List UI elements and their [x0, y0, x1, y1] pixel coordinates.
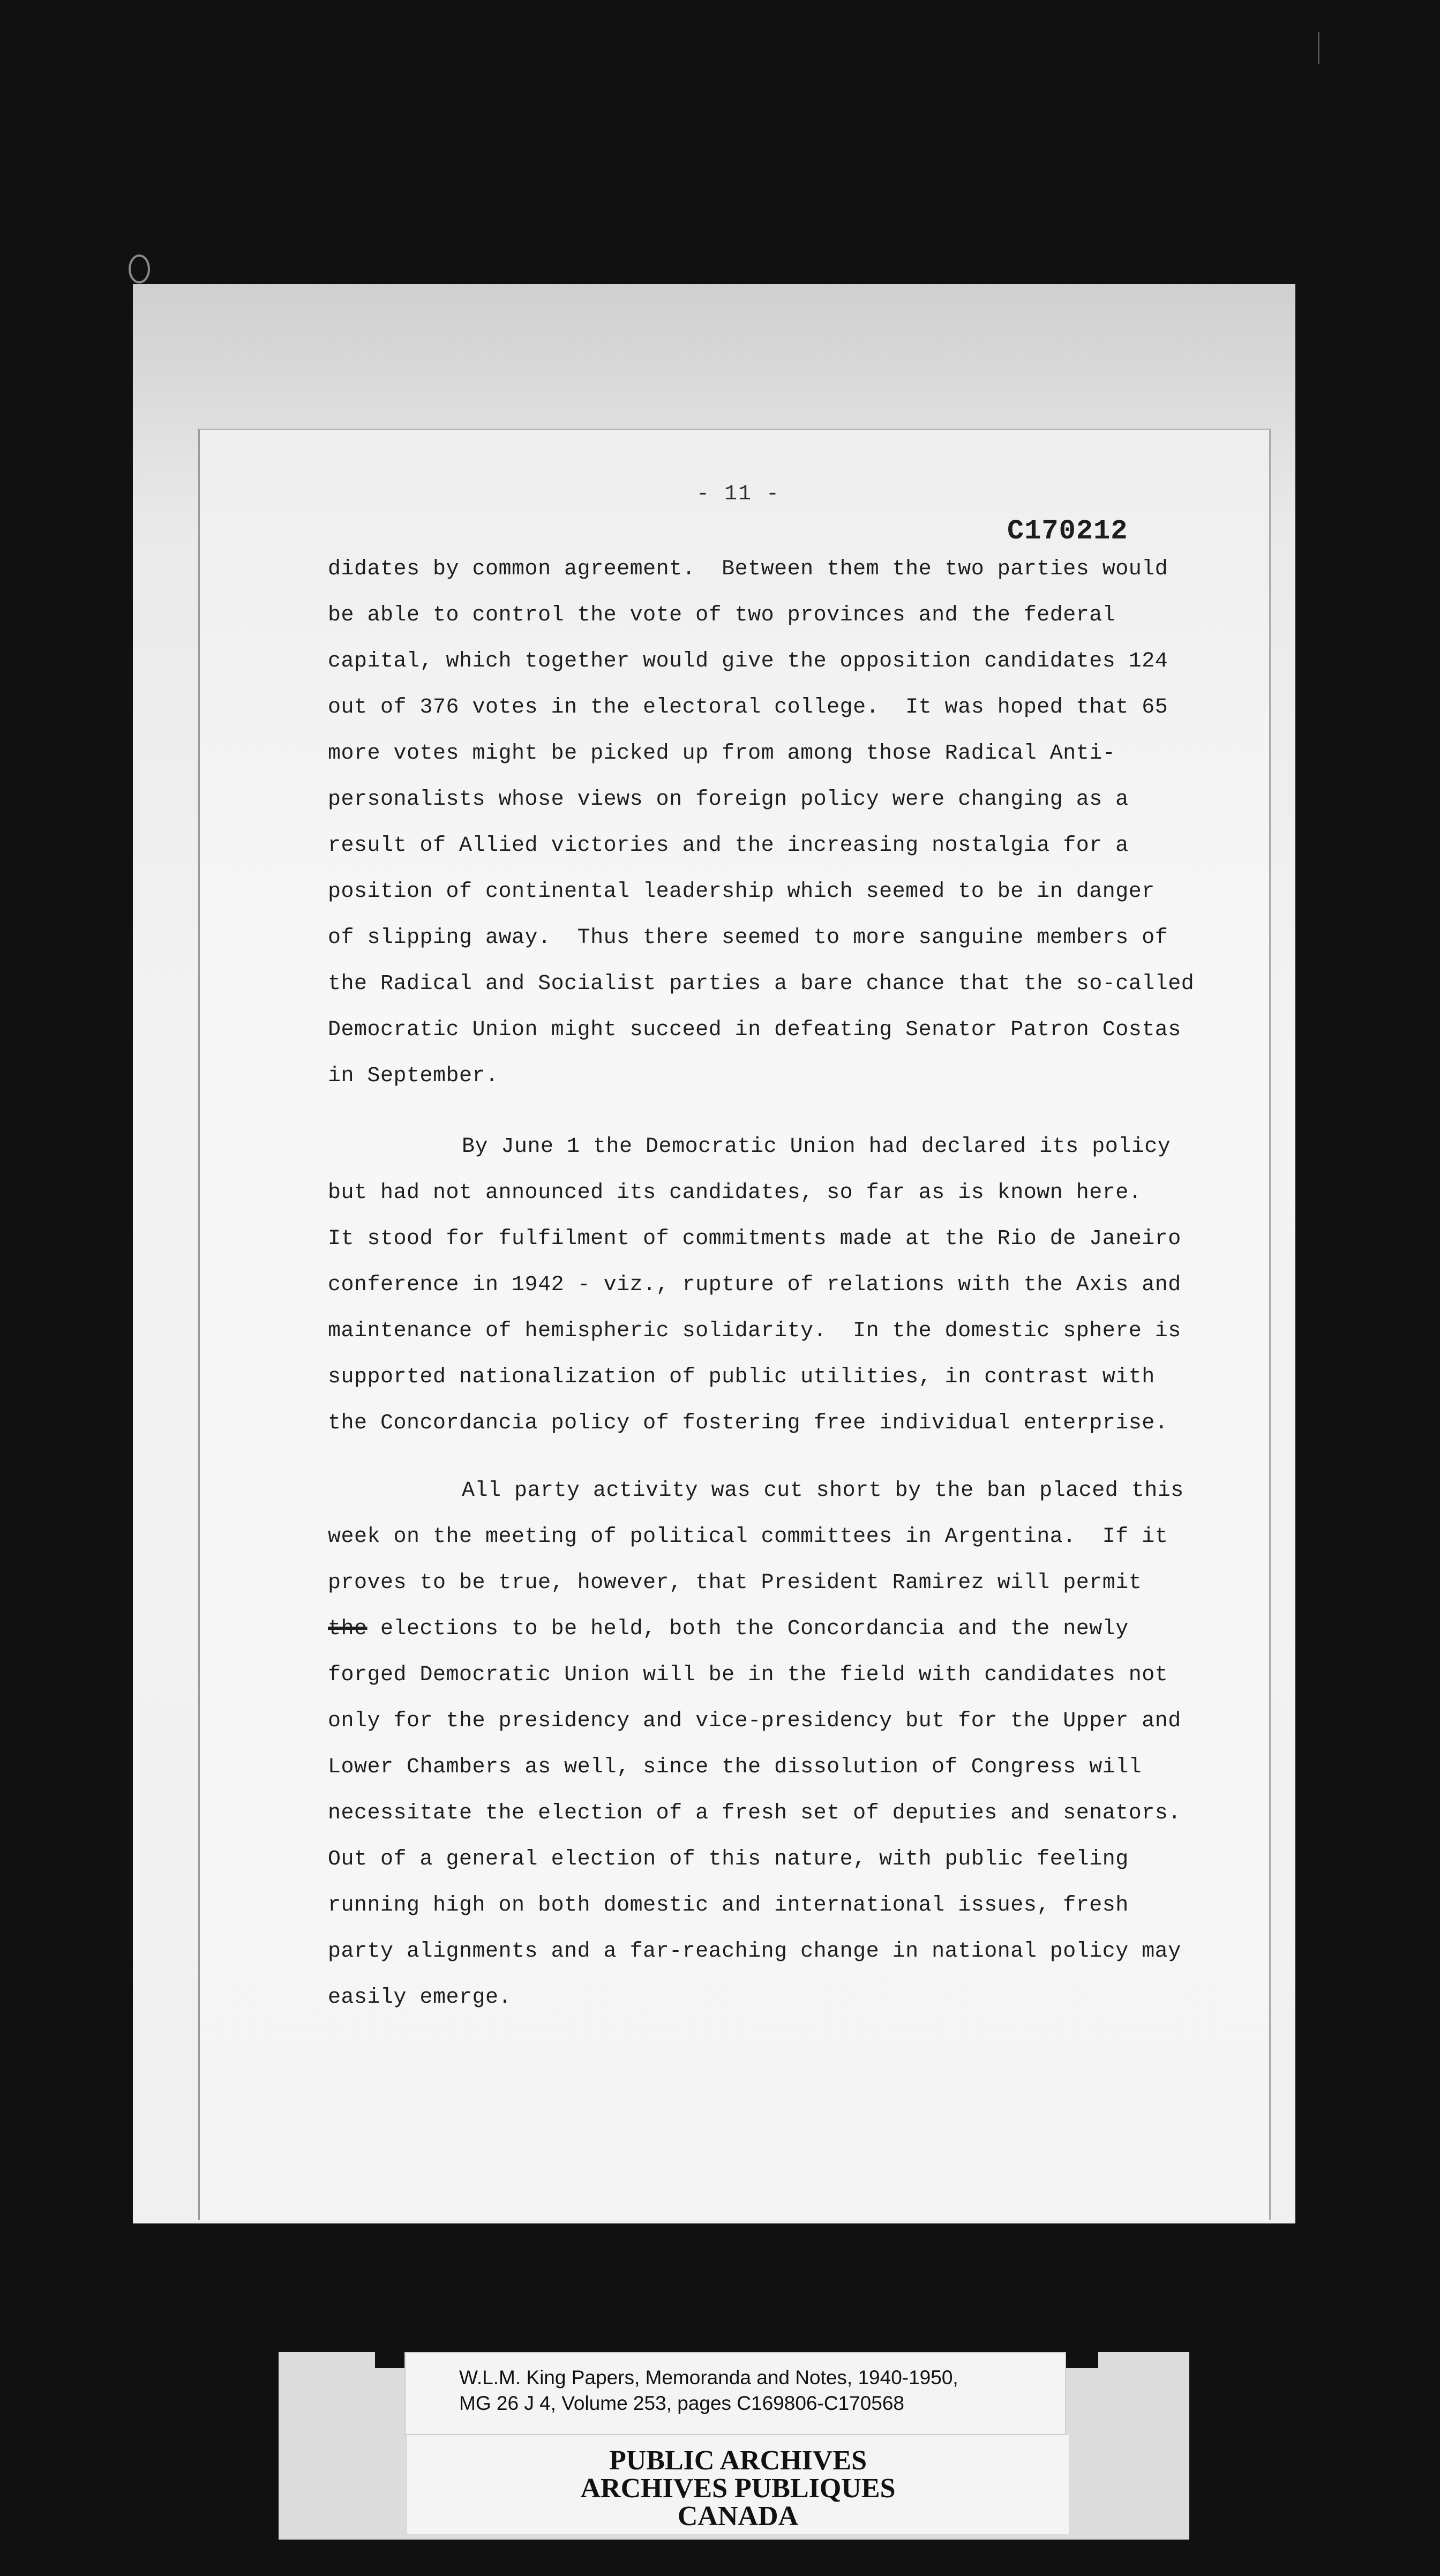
archives-line-2: ARCHIVES PUBLIQUES — [580, 2473, 896, 2504]
text-line: proves to be true, however, that President Ramirez will permit — [328, 1571, 1142, 1595]
text-line: of slipping away. Thus there seemed to more sanguine members of — [328, 926, 1168, 950]
text-line: forged Democratic Union will be in the field with candidates not — [328, 1663, 1168, 1687]
document-id-stamp: C170212 — [1007, 515, 1128, 547]
text-line: week on the meeting of political committees in Argentina. If it — [328, 1525, 1168, 1549]
label-tab-left — [279, 2352, 375, 2411]
text-line: out of 376 votes in the electoral college. It was hoped that 65 — [328, 695, 1168, 720]
text-line-with-strikeout — [328, 1606, 1239, 1652]
paragraph-2 — [328, 1124, 1239, 1447]
text-line: conference in 1942 - viz., rupture of relations with the Axis and — [328, 1273, 1181, 1297]
citation-line-2: MG 26 J 4, Volume 253, pages C169806-C170568 — [459, 2392, 905, 2414]
paragraph-3 — [328, 1468, 1239, 2021]
text-line: Democratic Union might succeed in defeating Senator Patron Costas — [328, 1018, 1181, 1042]
text-line: running high on both domestic and international issues, fresh — [328, 1893, 1129, 1918]
text-line: only for the presidency and vice-presidency but for the Upper and — [328, 1709, 1181, 1733]
struck-word: the — [328, 1617, 368, 1641]
text-line: necessitate the election of a fresh set of deputies and senators. — [328, 1801, 1181, 1825]
paragraph-1 — [328, 546, 1239, 1099]
text-line: It stood for fulfilment of commitments made at the Rio de Janeiro — [328, 1227, 1181, 1251]
label-tab-right — [1098, 2352, 1189, 2411]
text-line: be able to control the vote of two provinces and the federal — [328, 603, 1116, 627]
text-line-rest: elections to be held, both the Concordancia and the newly — [367, 1617, 1129, 1641]
text-line: didates by common agreement. Between them the two parties would — [328, 557, 1168, 581]
text-line: supported nationalization of public utilities, in contrast with — [328, 1365, 1155, 1389]
text-line: personalists whose views on foreign policy were changing as a — [328, 788, 1129, 812]
punch-hole — [129, 254, 150, 283]
page-number: - 11 - — [696, 482, 781, 506]
text-line: party alignments and a far-reaching change in national policy may — [328, 1940, 1181, 1964]
archives-line-3: CANADA — [677, 2501, 799, 2532]
archives-line-1: PUBLIC ARCHIVES — [609, 2445, 867, 2476]
text-line: position of continental leadership which seemed to be in danger — [328, 880, 1155, 904]
text-line: By June 1 the Democratic Union had declared its policy — [462, 1135, 1171, 1159]
text-line: capital, which together would give the opposition candidates 124 — [328, 649, 1168, 673]
citation-box — [404, 2352, 1066, 2435]
text-line: All party activity was cut short by the ban placed this — [462, 1479, 1184, 1503]
text-line: the Concordancia policy of fostering free individual enterprise. — [328, 1411, 1168, 1435]
citation-line-1: W.L.M. King Papers, Memoranda and Notes, 1940-1950, — [459, 2367, 958, 2388]
text-line: but had not announced its candidates, so far as is known here. — [328, 1181, 1142, 1205]
text-line: in September. — [328, 1064, 499, 1088]
text-line: maintenance of hemispheric solidarity. In the domestic sphere is — [328, 1319, 1181, 1343]
archive-label — [279, 2352, 1189, 2540]
text-line: the Radical and Socialist parties a bare chance that the so-called — [328, 972, 1195, 996]
text-line: easily emerge. — [328, 1986, 512, 2010]
text-line: Lower Chambers as well, since the dissolution of Congress will — [328, 1755, 1142, 1779]
text-line: more votes might be picked up from among those Radical Anti- — [328, 742, 1116, 766]
scan-edge-mark — [1318, 32, 1319, 64]
text-line: result of Allied victories and the increasing nostalgia for a — [328, 834, 1129, 858]
document-body — [328, 546, 1239, 2021]
archives-stamp — [407, 2435, 1069, 2534]
text-line: Out of a general election of this nature, with public feeling — [328, 1847, 1129, 1871]
